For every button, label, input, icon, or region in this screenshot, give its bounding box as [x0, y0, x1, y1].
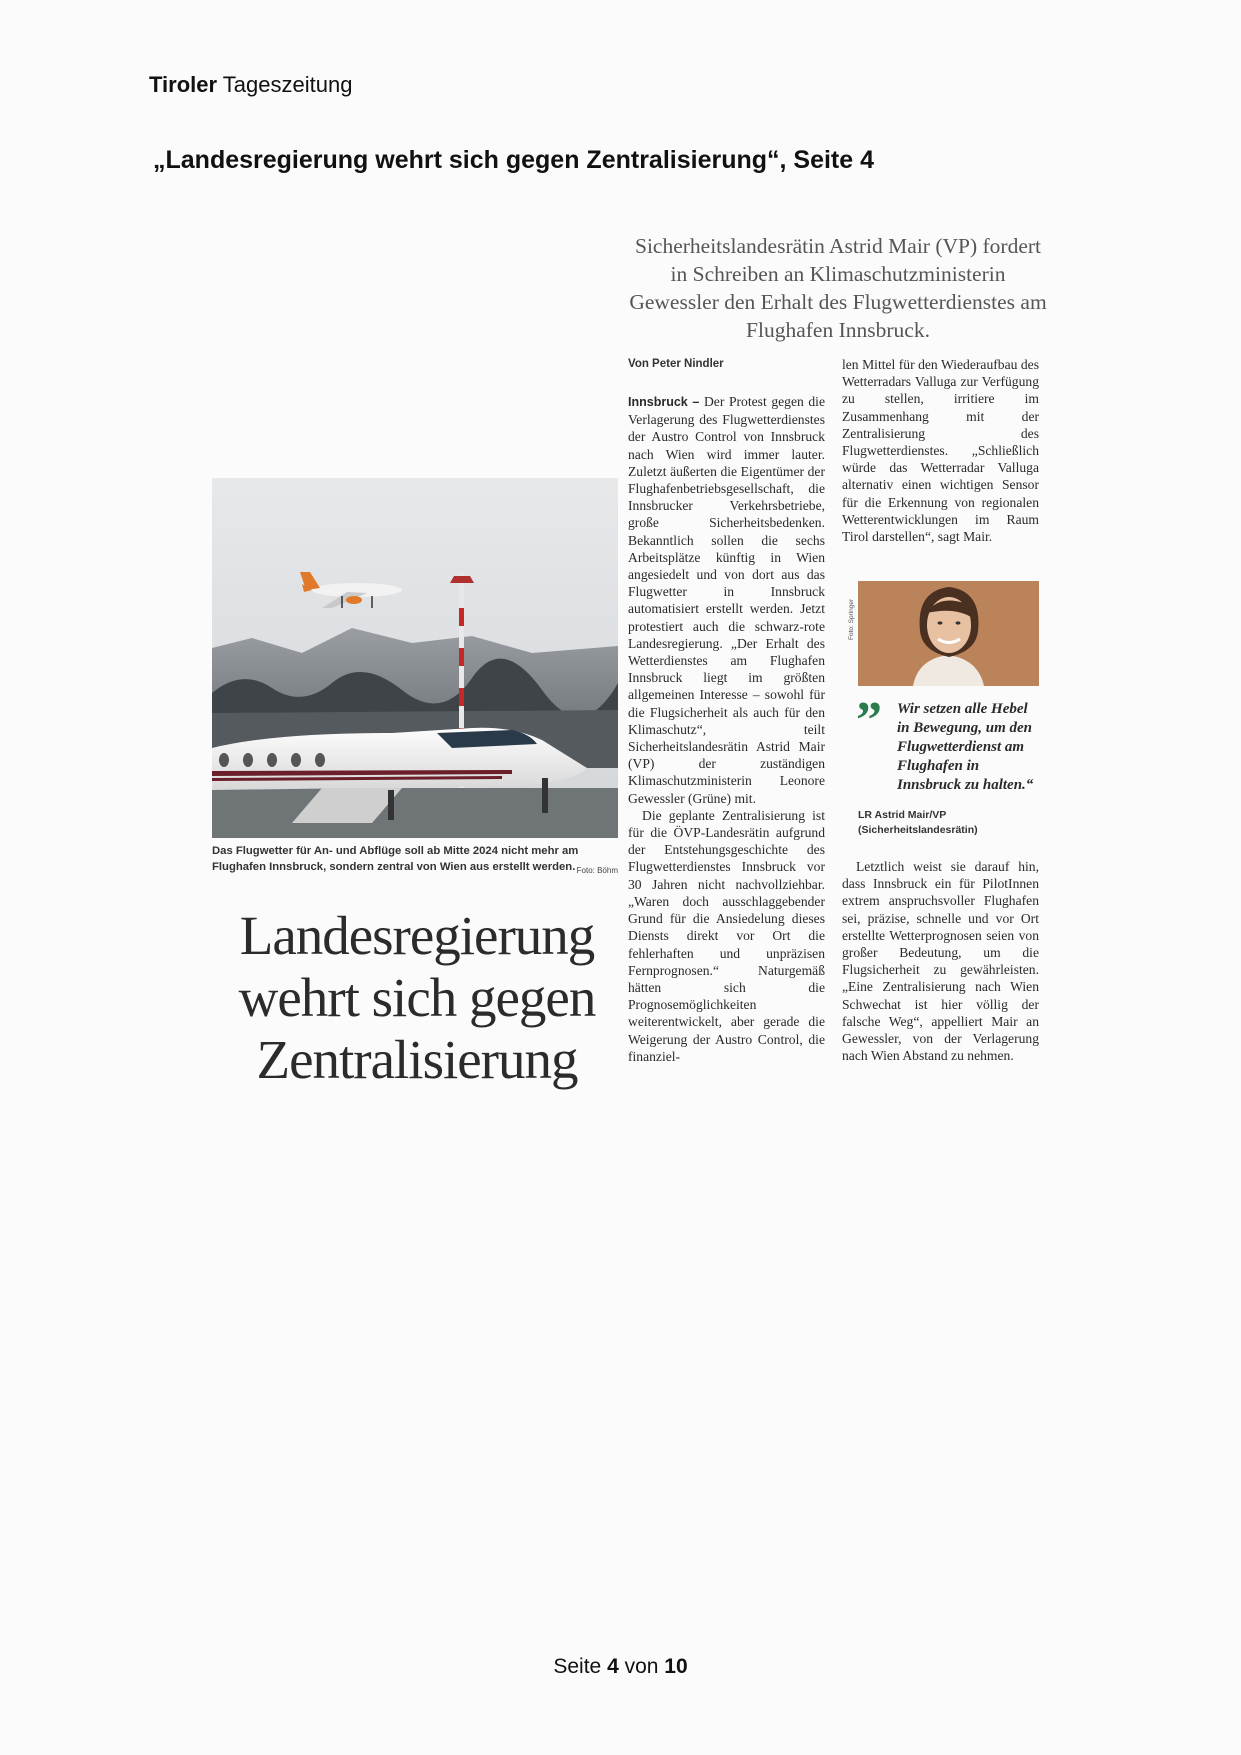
pull-quote: Wir setzen alle Hebel in Bewegung, um den Flugwetterdienst am Flughafen in Innsbruck zu halten.“ — [897, 701, 1034, 793]
publication-name — [149, 72, 352, 98]
footer-middle: von — [624, 1655, 659, 1678]
brand-rest: Tageszeitung — [222, 72, 353, 97]
headline-line-1: Landesregierung — [239, 905, 595, 966]
portrait-photo — [858, 581, 1039, 686]
footer-page-number: 4 — [607, 1655, 619, 1678]
caption-text: Das Flugwetter für An- und Abflüge soll ab Mitte 2024 nicht mehr am Flughafen Innsbruck, sondern zentral von Wien aus erstellt werden. — [212, 845, 579, 873]
portrait-credit: Foto: Springer — [848, 598, 855, 640]
byline: Von Peter Nindler — [628, 358, 724, 370]
dateline: Innsbruck – — [628, 395, 700, 409]
airport-photo-image — [212, 478, 618, 838]
portrait-image — [858, 581, 1039, 686]
quote-mark-icon: ” — [856, 692, 882, 749]
clip-title: „Landesregierung wehrt sich gegen Zentralisierung“, Seite 4 — [153, 146, 875, 174]
paragraph-1 — [628, 393, 825, 807]
brand-bold: Tiroler — [149, 72, 218, 97]
paragraph-3: len Mittel für den Wiederaufbau des Wetterradars Valluga zur Verfügung zu stellen, irritiere im Zusammenhang mit der Zentralisierung des Flugwetterdienstes. „Schließlich würde das Wetterradar Valluga alternativ einen wichtigen Sensor für die Erkennung von regionalen Wetterentwicklungen im Raum Tirol darstellen“, sagt Mair. — [842, 357, 1039, 545]
photo-caption — [212, 843, 618, 879]
quote-author-name: LR Astrid Mair/VP — [858, 809, 947, 821]
footer-prefix: Seite — [553, 1655, 602, 1678]
headline-line-2: wehrt sich gegen — [238, 967, 596, 1028]
airport-photo — [212, 478, 618, 838]
article-subhead: Sicherheitslandesrätin Astrid Mair (VP) fordert in Schreiben an Klimaschutzministerin Gewessler den Erhalt des Flugwetterdienstes am Flughafen Innsbruck. — [629, 234, 1047, 342]
article-headline — [212, 905, 622, 1091]
paragraph-4: Letztlich weist sie darauf hin, dass Innsbruck ein für PilotInnen extrem anspruchsvoller Flughafen sei, präzise, schnelle und vor Ort erstellte Wetterprognosen seien von großer Bedeutung, um die Flugsicherheit zu gewährleisten. „Eine Zentralisierung nach Wien Schwechat ist hier völlig der falsche Weg“, appelliert Mair an Gewessler, von der Verlagerung nach Wien Abstand zu nehmen. — [842, 859, 1039, 1064]
quote-author — [858, 808, 978, 838]
paragraph-1-text: Der Protest gegen die Verlagerung des Flugwetterdienstes der Austro Control von Innsbruck nach Wien wird immer lauter. Zuletzt äußerten die Eigentümer der Flughafenbetriebsgesellschaft, die Innsbrucker Verkehrsbetriebe, große Sicherheitsbedenken. Bekanntlich sollen die sechs Arbeitsplätze künftig in Wien angesiedelt und von dort aus das Flugwetter in Innsbruck automatisiert erstellt werden. Jetzt protestiert auch die schwarz-rote Landesregierung. „Der Erhalt des Wetterdienstes am Flughafen Innsbruck liegt im größten allgemeinen Interesse – sowohl für die Flugsicherheit als auch für den Klimaschutz“, teilt Sicherheitslandesrätin Astrid Mair (VP) der zuständigen Klimaschutzministerin Leonore Gewessler (Grüne) mit. — [628, 394, 825, 806]
article-column-1 — [628, 393, 825, 1065]
article-column-2-bottom — [842, 858, 1039, 1064]
footer-total-pages: 10 — [664, 1655, 688, 1678]
paragraph-2: Die geplante Zentralisierung ist für die ÖVP-Landesrätin aufgrund der Entstehungsgeschichte des Flugwetterdienstes Innsbruck vor 30 Jahren nicht nachvollziehbar. „Waren doch ausschlaggebender Grund für die Ansiedelung dieses Diensts direkt vor Ort die fehlerhaften und unpräzisen Fernprognosen.“ Naturgemäß hätten sich die Prognosemöglichkeiten weiterentwickelt, aber gerade die Weigerung der Austro Control, die finanziel- — [628, 807, 825, 1064]
page-footer — [0, 1655, 1241, 1679]
photo-credit: Foto: Böhm — [576, 866, 618, 875]
headline-line-3: Zentralisierung — [256, 1029, 578, 1090]
quote-author-role: (Sicherheitslandesrätin) — [858, 824, 978, 836]
article-column-2-top — [842, 356, 1039, 545]
